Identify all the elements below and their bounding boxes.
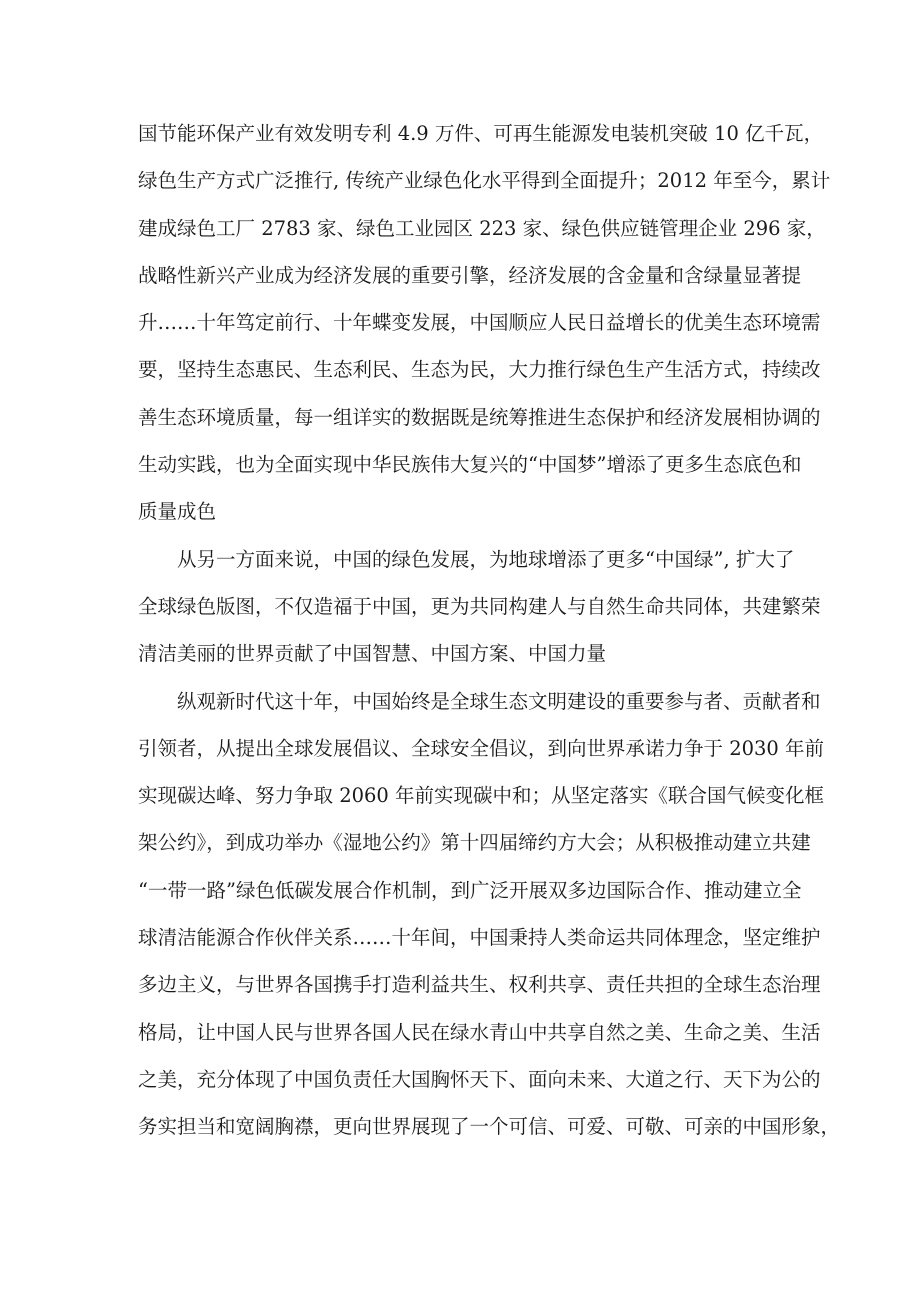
text-line: 建成绿色工厂 2783 家、绿色工业园区 223 家、绿色供应链管理企业 296 家， (138, 216, 826, 240)
text-line: 格局，让中国人民与世界各国人民在绿水青山中共享自然之美、生命之美、生活 (138, 1020, 821, 1044)
text-line: 绿色生产方式广泛推行, 传统产业绿色化水平得到全面提升；2012 年至今，累计 (138, 169, 831, 193)
text-line: 球清洁能源合作伙伴关系……十年间，中国秉持人类命运共同体理念，坚定维护 (138, 926, 821, 950)
text-line: 多边主义，与世界各国携手打造利益共生、权利共享、责任共担的全球生态治理 (138, 973, 821, 997)
paragraph-first-line: 从另一方面来说，中国的绿色发展，为地球增添了更多“中国绿”, 扩大了 (177, 547, 795, 571)
text-line: “一带一路”绿色低碳发展合作机制，到广泛开展双多边国际合作、推动建立全 (138, 878, 802, 902)
text-line: 架公约》，到成功举办《湿地公约》第十四届缔约方大会；从积极推动建立共建 (138, 831, 811, 855)
text-line: 引领者，从提出全球发展倡议、全球安全倡议，到向世界承诺力争于 2030 年前 (138, 736, 825, 760)
text-line: 要，坚持生态惠民、生态利民、生态为民，大力推行绿色生产生活方式，持续改 (138, 358, 821, 382)
document-body (138, 110, 841, 1151)
text-line: 之美，充分体现了中国负责任大国胸怀天下、面向未来、大道之行、天下为公的 (138, 1067, 821, 1091)
text-line: 善生态环境质量，每一组详实的数据既是统筹推进生态保护和经济发展相协调的 (138, 405, 821, 429)
text-line: 清洁美丽的世界贡献了中国智慧、中国方案、中国力量 (138, 642, 607, 666)
text-line: 生动实践，也为全面实现中华民族伟大复兴的“中国梦”增添了更多生态底色和 (138, 453, 802, 477)
paragraph-first-line: 纵观新时代这十年，中国始终是全球生态文明建设的重要参与者、贡献者和 (177, 689, 821, 713)
text-line: 战略性新兴产业成为经济发展的重要引擎，经济发展的含金量和含绿量显著提 (138, 263, 802, 287)
text-line: 实现碳达峰、努力争取 2060 年前实现碳中和；从坚定落实《联合国气候变化框 (138, 784, 825, 808)
text-line: 全球绿色版图，不仅造福于中国，更为共同构建人与自然生命共同体，共建繁荣 (138, 594, 821, 618)
text-line: 国节能环保产业有效发明专利 4.9 万件、可再生能源发电装机突破 10 亿千瓦， (138, 122, 824, 145)
text-line: 质量成色 (138, 500, 217, 524)
text-line: 升……十年笃定前行、十年蝶变发展，中国顺应人民日益增长的优美生态环境需 (138, 311, 821, 335)
text-line: 务实担当和宽阔胸襟，更向世界展现了一个可信、可爱、可敬、可亲的中国形象， (138, 1115, 841, 1139)
